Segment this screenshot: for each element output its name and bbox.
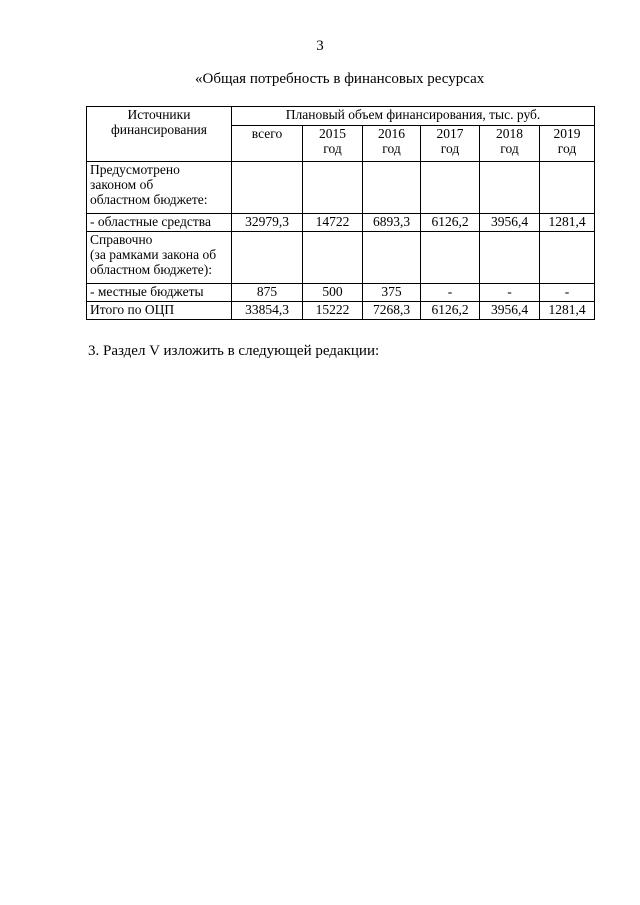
row-label: - областные средства xyxy=(87,214,232,232)
col-year-2017: 2017 год xyxy=(421,126,480,162)
table-cell: 15222 xyxy=(303,302,363,320)
row-label: Итого по ОЦП xyxy=(87,302,232,320)
col-sources-header: Источники финансирования xyxy=(87,107,232,162)
col-year-2018: 2018 год xyxy=(480,126,540,162)
table-cell: 500 xyxy=(303,284,363,302)
col-total-header: всего xyxy=(232,126,303,162)
table-cell: 32979,3 xyxy=(232,214,303,232)
table-heading: «Общая потребность в финансовых ресурсах xyxy=(195,71,485,87)
table-cell: 875 xyxy=(232,284,303,302)
page-number: 3 xyxy=(316,38,324,54)
row-label: - местные бюджеты xyxy=(87,284,232,302)
section-reference-label: Справочно (за рамками закона об областном бюджете): xyxy=(87,232,232,284)
table-cell: 7268,3 xyxy=(363,302,421,320)
table-cell: 3956,4 xyxy=(480,214,540,232)
col-group-header: Плановый объем финансирования, тыс. руб. xyxy=(232,107,595,126)
table-row xyxy=(87,232,595,284)
table-cell: - xyxy=(421,284,480,302)
table-cell: - xyxy=(480,284,540,302)
table-cell: 14722 xyxy=(303,214,363,232)
section-provided-label: Предусмотрено законом об областном бюджете: xyxy=(87,162,232,214)
table-cell: 3956,4 xyxy=(480,302,540,320)
col-year-2016: 2016 год xyxy=(363,126,421,162)
table-cell: - xyxy=(540,284,595,302)
financing-table xyxy=(86,106,595,320)
table-row xyxy=(87,302,595,320)
table-cell: 33854,3 xyxy=(232,302,303,320)
col-year-2019: 2019 год xyxy=(540,126,595,162)
table-row xyxy=(87,214,595,232)
table-cell: 1281,4 xyxy=(540,302,595,320)
table-cell: 1281,4 xyxy=(540,214,595,232)
table-cell: 375 xyxy=(363,284,421,302)
table-cell: 6126,2 xyxy=(421,214,480,232)
table-row xyxy=(87,162,595,214)
table-cell: 6126,2 xyxy=(421,302,480,320)
col-year-2015: 2015 год xyxy=(303,126,363,162)
table-row xyxy=(87,284,595,302)
body-paragraph: 3. Раздел V изложить в следующей редакции: xyxy=(88,343,380,359)
table-cell: 6893,3 xyxy=(363,214,421,232)
